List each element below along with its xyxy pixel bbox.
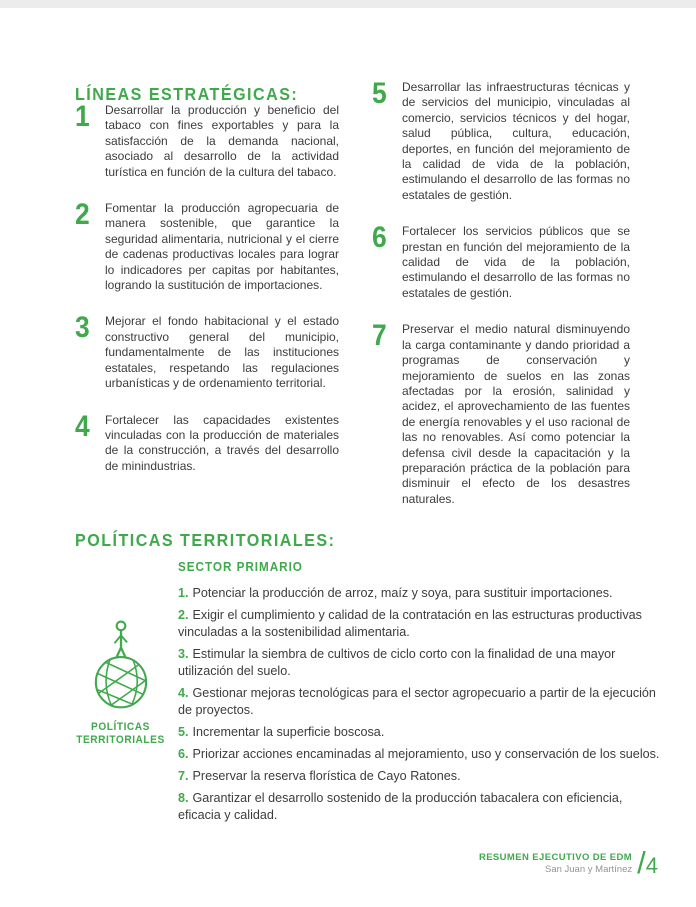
sector-title: SECTOR PRIMARIO — [178, 560, 303, 574]
policy-number: 3. — [178, 647, 189, 661]
policy-list-item — [178, 585, 662, 602]
policy-text: Priorizar acciones encaminadas al mejoramiento, uso y conservación de los suelos. — [192, 747, 660, 761]
policy-list-item — [178, 646, 662, 680]
strategic-line-item — [75, 311, 339, 391]
item-number: 6 — [372, 221, 387, 255]
item-text: Fomentar la producción agropecuaria de manera sostenible, que garantice la seguridad alimentaria, nutricional y el cierre de cadenas productivas locales para lograr lo indicadores per capitas por habitantes, logrando la sustitución de importaciones. — [105, 201, 339, 293]
page-edge-strip — [0, 0, 696, 8]
item-text: Preservar el medio natural disminuyendo la carga contaminante y dando prioridad a programas de conservación y mejoramiento de suelos en las zonas afectadas por la erosión, salinidad y acidez, el aprovechamiento de las fuentes de energía renovables y el uso racional de las no renovables. Así como potenciar la defensa civil desde la capacitación y la preparación práctica de la población para disminuir el efecto de los desastres naturales. — [402, 322, 630, 506]
strategic-line-item — [75, 409, 339, 475]
strategic-line-item — [372, 221, 630, 301]
strategic-line-item — [372, 77, 630, 203]
item-number: 2 — [75, 198, 90, 232]
politicas-territoriales-heading: POLÍTICAS TERRITORIALES: — [75, 529, 336, 550]
policy-list-item — [178, 746, 662, 763]
strategic-line-item — [372, 319, 630, 507]
strategic-line-item — [75, 198, 339, 293]
strategic-line-item — [75, 100, 339, 180]
page-number — [637, 845, 658, 880]
policy-text: Preservar la reserva florística de Cayo Ratones. — [192, 769, 461, 783]
policy-text: Gestionar mejoras tecnológicas para el sector agropecuario a partir de la ejecución de proyectos. — [178, 686, 656, 717]
item-number: 5 — [372, 77, 387, 110]
policy-text: Exigir el cumplimiento y calidad de la contratación en las estructuras productivas vinculadas a la sostenibilidad alimentaria. — [178, 608, 642, 639]
badge-label-line2: TERRITORIALES — [76, 733, 165, 746]
policy-list-item — [178, 768, 662, 785]
item-text: Mejorar el fondo habitacional y el estado constructivo general del municipio, fundamentalmente de las instituciones estatales, respetando las regulaciones urbanísticas y de ordenamiento territorial. — [105, 314, 339, 391]
policy-text: Incrementar la superficie boscosa. — [192, 725, 385, 739]
policy-list-item — [178, 724, 662, 741]
lineas-estrategicas-heading: LÍNEAS ESTRATÉGICAS: — [75, 83, 299, 104]
sector-primario-section — [178, 560, 662, 829]
policy-number: 2. — [178, 608, 189, 622]
policy-text: Potenciar la producción de arroz, maíz y soya, para sustituir importaciones. — [192, 586, 613, 600]
policy-list-item — [178, 607, 662, 641]
badge-label-line1: POLÍTICAS — [91, 721, 150, 733]
policy-text: Estimular la siembra de cultivos de ciclo corto con la finalidad de una mayor utilización del suelo. — [178, 647, 616, 678]
policy-number: 1. — [178, 586, 189, 600]
person-on-globe-icon — [58, 618, 183, 715]
item-text: Desarrollar la producción y beneficio del tabaco con fines exportables y para la satisfacción de la demanda nacional, asociado al desarrollo de la actividad turística en función de la cultura del tabaco. — [105, 103, 339, 179]
page-footer — [478, 845, 658, 880]
footer-text-block — [479, 848, 632, 875]
strategic-lines-right-column — [372, 77, 630, 528]
footer-title: RESUMEN EJECUTIVO DE EDM — [478, 852, 633, 863]
item-number: 1 — [75, 100, 90, 133]
page-number-value: 4 — [645, 853, 658, 878]
policy-number: 4. — [178, 686, 189, 700]
policy-number: 8. — [178, 791, 189, 805]
politicas-territoriales-badge — [58, 618, 183, 746]
sector-policy-list — [178, 585, 662, 824]
item-text: Fortalecer las capacidades existentes vinculadas con la producción de materiales de la construcción, a través del desarrollo de minindustrias. — [105, 412, 339, 473]
policy-number: 5. — [178, 725, 189, 739]
item-text: Fortalecer los servicios públicos que se prestan en función del mejoramiento de la calidad de vida de la población, estimulando el desarrollo de las formas no estatales de gestión. — [402, 224, 630, 300]
item-text: Desarrollar las infraestructuras técnicas y de servicios del municipio, vinculadas al comercio, servicios técnicos y del hogar, salud pública, cultura, educación, deportes, en función del mejoramiento de la calidad de vida de la población, estimulando el desarrollo de las formas no estatales de gestión. — [402, 80, 630, 202]
policy-number: 7. — [178, 769, 189, 783]
policy-list-item — [178, 685, 662, 719]
policy-number: 6. — [178, 747, 189, 761]
policy-list-item — [178, 790, 662, 824]
item-number: 3 — [75, 311, 90, 345]
page-number-slash: / — [637, 845, 646, 880]
strategic-lines-left-column — [75, 100, 339, 495]
footer-subtitle: San Juan y Martínez — [544, 864, 633, 875]
item-number: 4 — [75, 409, 90, 443]
item-number: 7 — [372, 319, 387, 353]
policy-text: Garantizar el desarrollo sostenido de la producción tabacalera con eficiencia, eficacia y calidad. — [178, 791, 623, 822]
